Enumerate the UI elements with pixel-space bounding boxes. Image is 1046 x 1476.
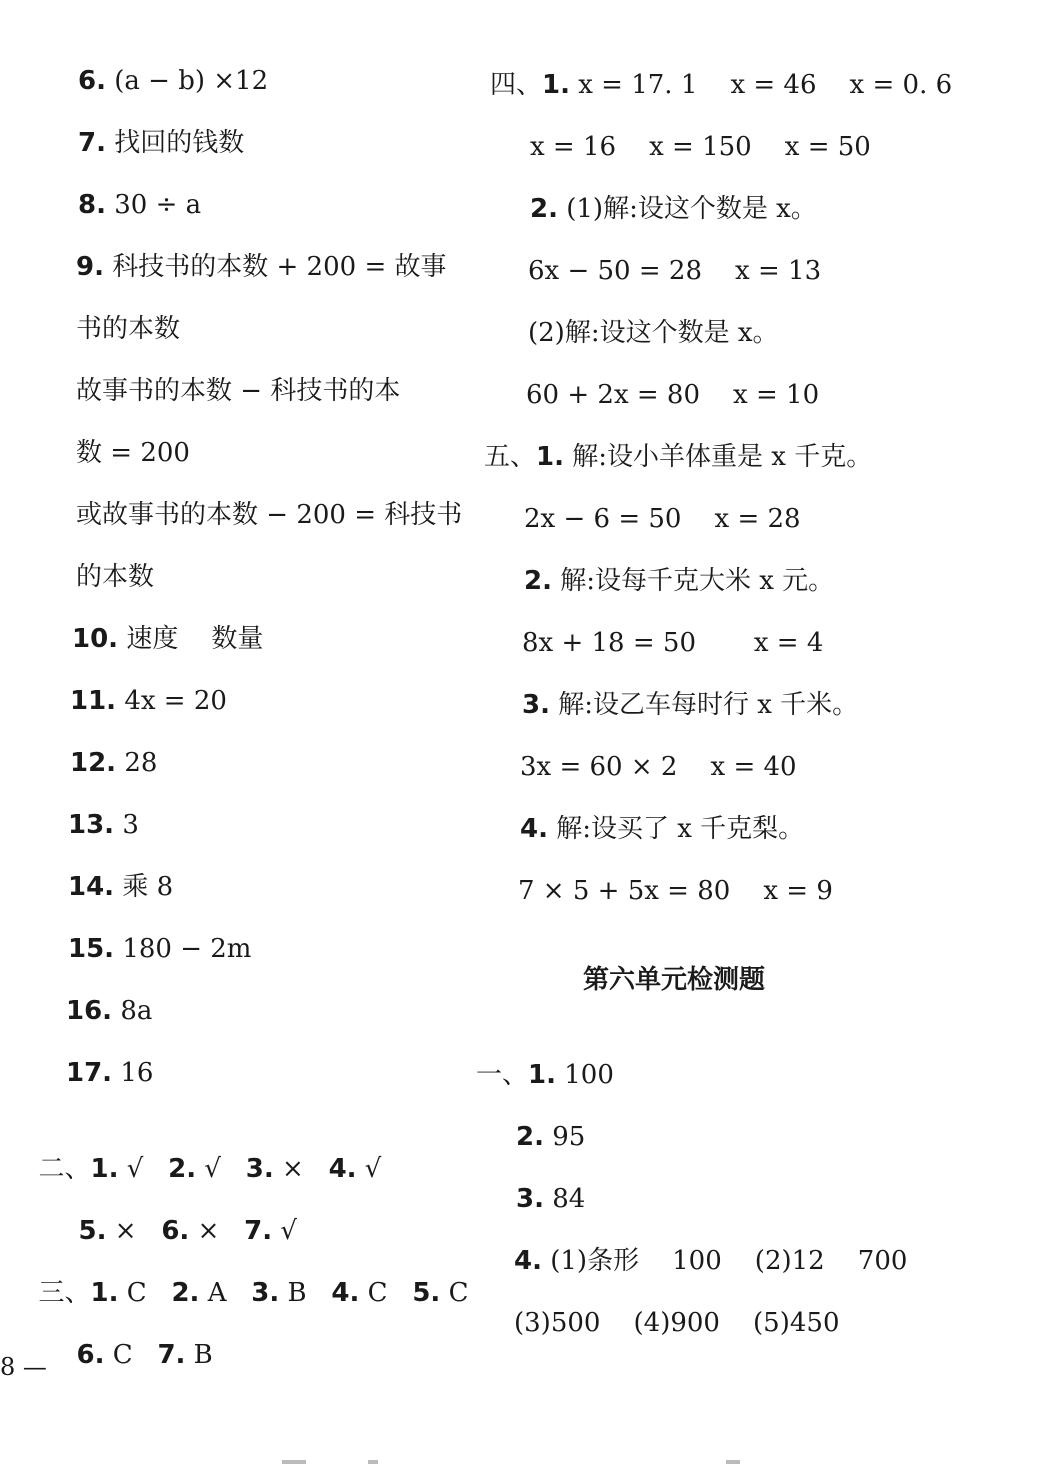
- unit-6-answer-1: 一、1. 100: [476, 1060, 614, 1090]
- answer-9-line4: 数 = 200: [76, 438, 190, 468]
- section-5-answer-4: 4. 解:设买了 x 千克梨。: [520, 814, 805, 844]
- answer-12: 12. 28: [70, 748, 158, 778]
- section-5-answer-4-line2: 7 × 5 + 5x = 80 x = 9: [518, 876, 833, 906]
- answer-11: 11. 4x = 20: [70, 686, 227, 716]
- answer-16: 16. 8a: [66, 996, 153, 1026]
- scan-mark: [726, 1460, 740, 1464]
- section-5-answer-3: 3. 解:设乙车每时行 x 千米。: [522, 690, 859, 720]
- section-4-answer-1-line2: x = 16 x = 150 x = 50: [530, 132, 871, 162]
- unit-6-heading: 第六单元检测题: [583, 965, 766, 995]
- section-5-answer-1-line2: 2x − 6 = 50 x = 28: [524, 504, 801, 534]
- section-5-answer-2-line2: 8x + 18 = 50 x = 4: [522, 628, 824, 658]
- section-4-answer-2: 2. (1)解:设这个数是 x。: [530, 194, 817, 224]
- scan-mark: [282, 1460, 306, 1464]
- answer-15: 15. 180 − 2m: [68, 934, 252, 964]
- answer-9: 9. 科技书的本数 + 200 = 故事: [76, 252, 447, 282]
- answer-10: 10. 速度 数量: [72, 624, 264, 654]
- section-3-row-2: 6. C 7. B: [76, 1340, 213, 1370]
- answer-6: 6. (a − b) ×12: [78, 66, 269, 96]
- answer-17: 17. 16: [66, 1058, 154, 1088]
- section-5-answer-2: 2. 解:设每千克大米 x 元。: [524, 566, 835, 596]
- scan-mark: [368, 1460, 378, 1464]
- section-2-row-2: 5. × 6. × 7. √: [78, 1216, 297, 1246]
- section-4-answer-2-line3: (2)解:设这个数是 x。: [528, 318, 779, 348]
- section-2-row-1: 二、1. √ 2. √ 3. × 4. √: [38, 1154, 382, 1184]
- unit-6-answer-3: 3. 84: [516, 1184, 586, 1214]
- answer-13: 13. 3: [68, 810, 139, 840]
- unit-6-answer-4-line2: (3)500 (4)900 (5)450: [514, 1308, 840, 1338]
- unit-6-answer-4: 4. (1)条形 100 (2)12 700: [514, 1246, 908, 1276]
- section-4-answer-2-line2: 6x − 50 = 28 x = 13: [528, 256, 822, 286]
- answer-8: 8. 30 ÷ a: [78, 190, 202, 220]
- section-5-answer-1: 五、1. 解:设小羊体重是 x 千克。: [484, 442, 873, 472]
- answer-9-line2: 书的本数: [76, 314, 181, 344]
- answer-7: 7. 找回的钱数: [78, 128, 245, 158]
- unit-6-answer-2: 2. 95: [516, 1122, 586, 1152]
- answer-9-line6: 的本数: [76, 562, 155, 592]
- section-4-answer-2-line4: 60 + 2x = 80 x = 10: [526, 380, 820, 410]
- section-3-row-1: 三、1. C 2. A 3. B 4. C 5. C: [38, 1278, 469, 1308]
- section-4-answer-1: 四、1. x = 17. 1 x = 46 x = 0. 6: [490, 70, 953, 100]
- answer-9-line3: 故事书的本数 − 科技书的本: [76, 376, 401, 406]
- section-5-answer-3-line2: 3x = 60 × 2 x = 40: [520, 752, 797, 782]
- page-number: 8 —: [0, 1353, 47, 1381]
- answer-14: 14. 乘 8: [68, 872, 174, 902]
- answer-9-line5: 或故事书的本数 − 200 = 科技书: [76, 500, 463, 530]
